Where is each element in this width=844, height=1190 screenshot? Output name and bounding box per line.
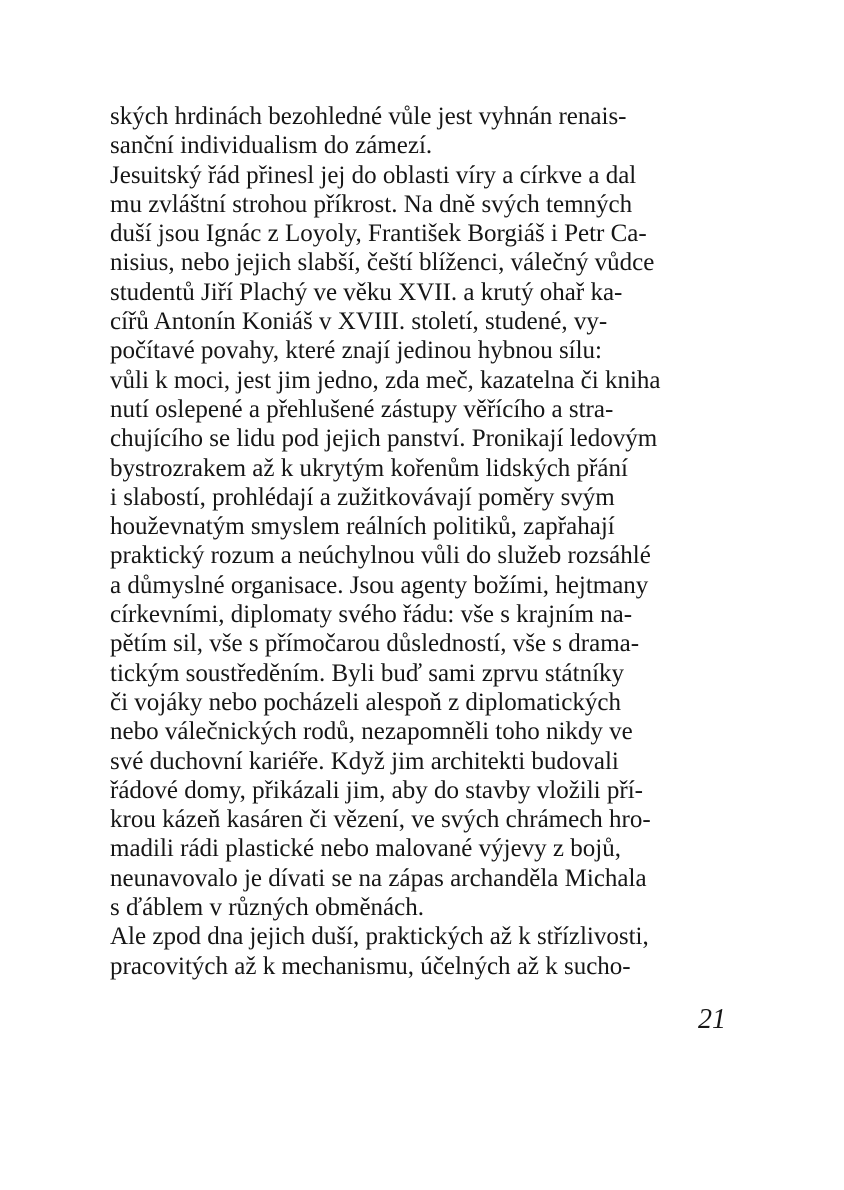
text-line: houževnatým smyslem reálních politiků, zapřahají: [110, 513, 615, 541]
text-line: pětím sil, vše s přímočarou důsledností, vše s drama-: [110, 630, 640, 658]
text-line: studentů Jiří Plachý ve věku XVII. a krutý ohař ka-: [110, 278, 623, 306]
text-line: praktický rozum a neúchylnou vůli do služeb rozsáhlé: [110, 542, 651, 570]
text-line: nutí oslepené a přehlušené zástupy věřícího a stra-: [110, 395, 614, 423]
text-line: a důmyslné organisace. Jsou agenty božími, hejtmany: [110, 571, 649, 599]
text-line: mu zvláštní strohou příkrost. Na dně svých temných: [110, 190, 633, 218]
text-line: bystrozrakem až k ukrytým kořenům lidských přání: [110, 454, 628, 482]
text-line: krou kázeň kasáren či vězení, ve svých chrámech hro-: [110, 806, 651, 834]
text-line: i slabostí, prohlédají a zužitkovávají poměry svým: [110, 483, 615, 511]
text-line: pracovitých až k mechanismu, účelných až k sucho-: [110, 952, 631, 980]
text-line: tickým soustředěním. Byli buď sami zprvu státníky: [110, 659, 625, 687]
text-line: vůli k moci, jest jim jedno, zda meč, kazatelna či kniha: [110, 366, 661, 394]
text-line: nebo válečnických rodů, nezapomněli toho nikdy ve: [110, 718, 633, 746]
text-line: madili rádi plastické nebo malované výjevy z bojů,: [110, 835, 621, 863]
text-line: Ale zpod dna jejich duší, praktických až k střízlivosti,: [110, 923, 649, 951]
text-line: své duchovní kariéře. Když jim architekti budovali: [110, 747, 619, 775]
text-line: cířů Antonín Koniáš v XVIII. století, studené, vy-: [110, 308, 608, 336]
text-line: ských hrdinách bezohledné vůle jest vyhnán renais-: [110, 103, 627, 130]
text-line: řádové domy, přikázali jim, aby do stavby vložili pří-: [110, 776, 643, 804]
text-line: neunavovalo je dívati se na zápas archanděla Michala: [110, 864, 647, 892]
text-line: Jesuitský řád přinesl jej do oblasti víry a církve a dal: [110, 161, 637, 189]
text-line: počítavé povahy, které znají jedinou hybnou sílu:: [110, 337, 603, 365]
text-line: církevními, diplomaty svého řádu: vše s krajním na-: [110, 601, 633, 629]
body-text: [110, 102, 740, 981]
page-number: 21: [698, 1004, 726, 1035]
text-line: duší jsou Ignác z Loyoly, František Borgiáš i Petr Ca-: [110, 220, 647, 248]
text-line: nisius, nebo jejich slabší, čeští blíženci, válečný vůdce: [110, 249, 655, 277]
text-line: či vojáky nebo pocházeli alespoň z diplomatických: [110, 688, 621, 716]
text-line: sanční individualism do zámezí.: [110, 132, 433, 160]
text-line: s ďáblem v různých obměnách.: [110, 894, 424, 922]
text-line: chujícího se lidu pod jejich panství. Pronikají ledovým: [110, 425, 658, 453]
